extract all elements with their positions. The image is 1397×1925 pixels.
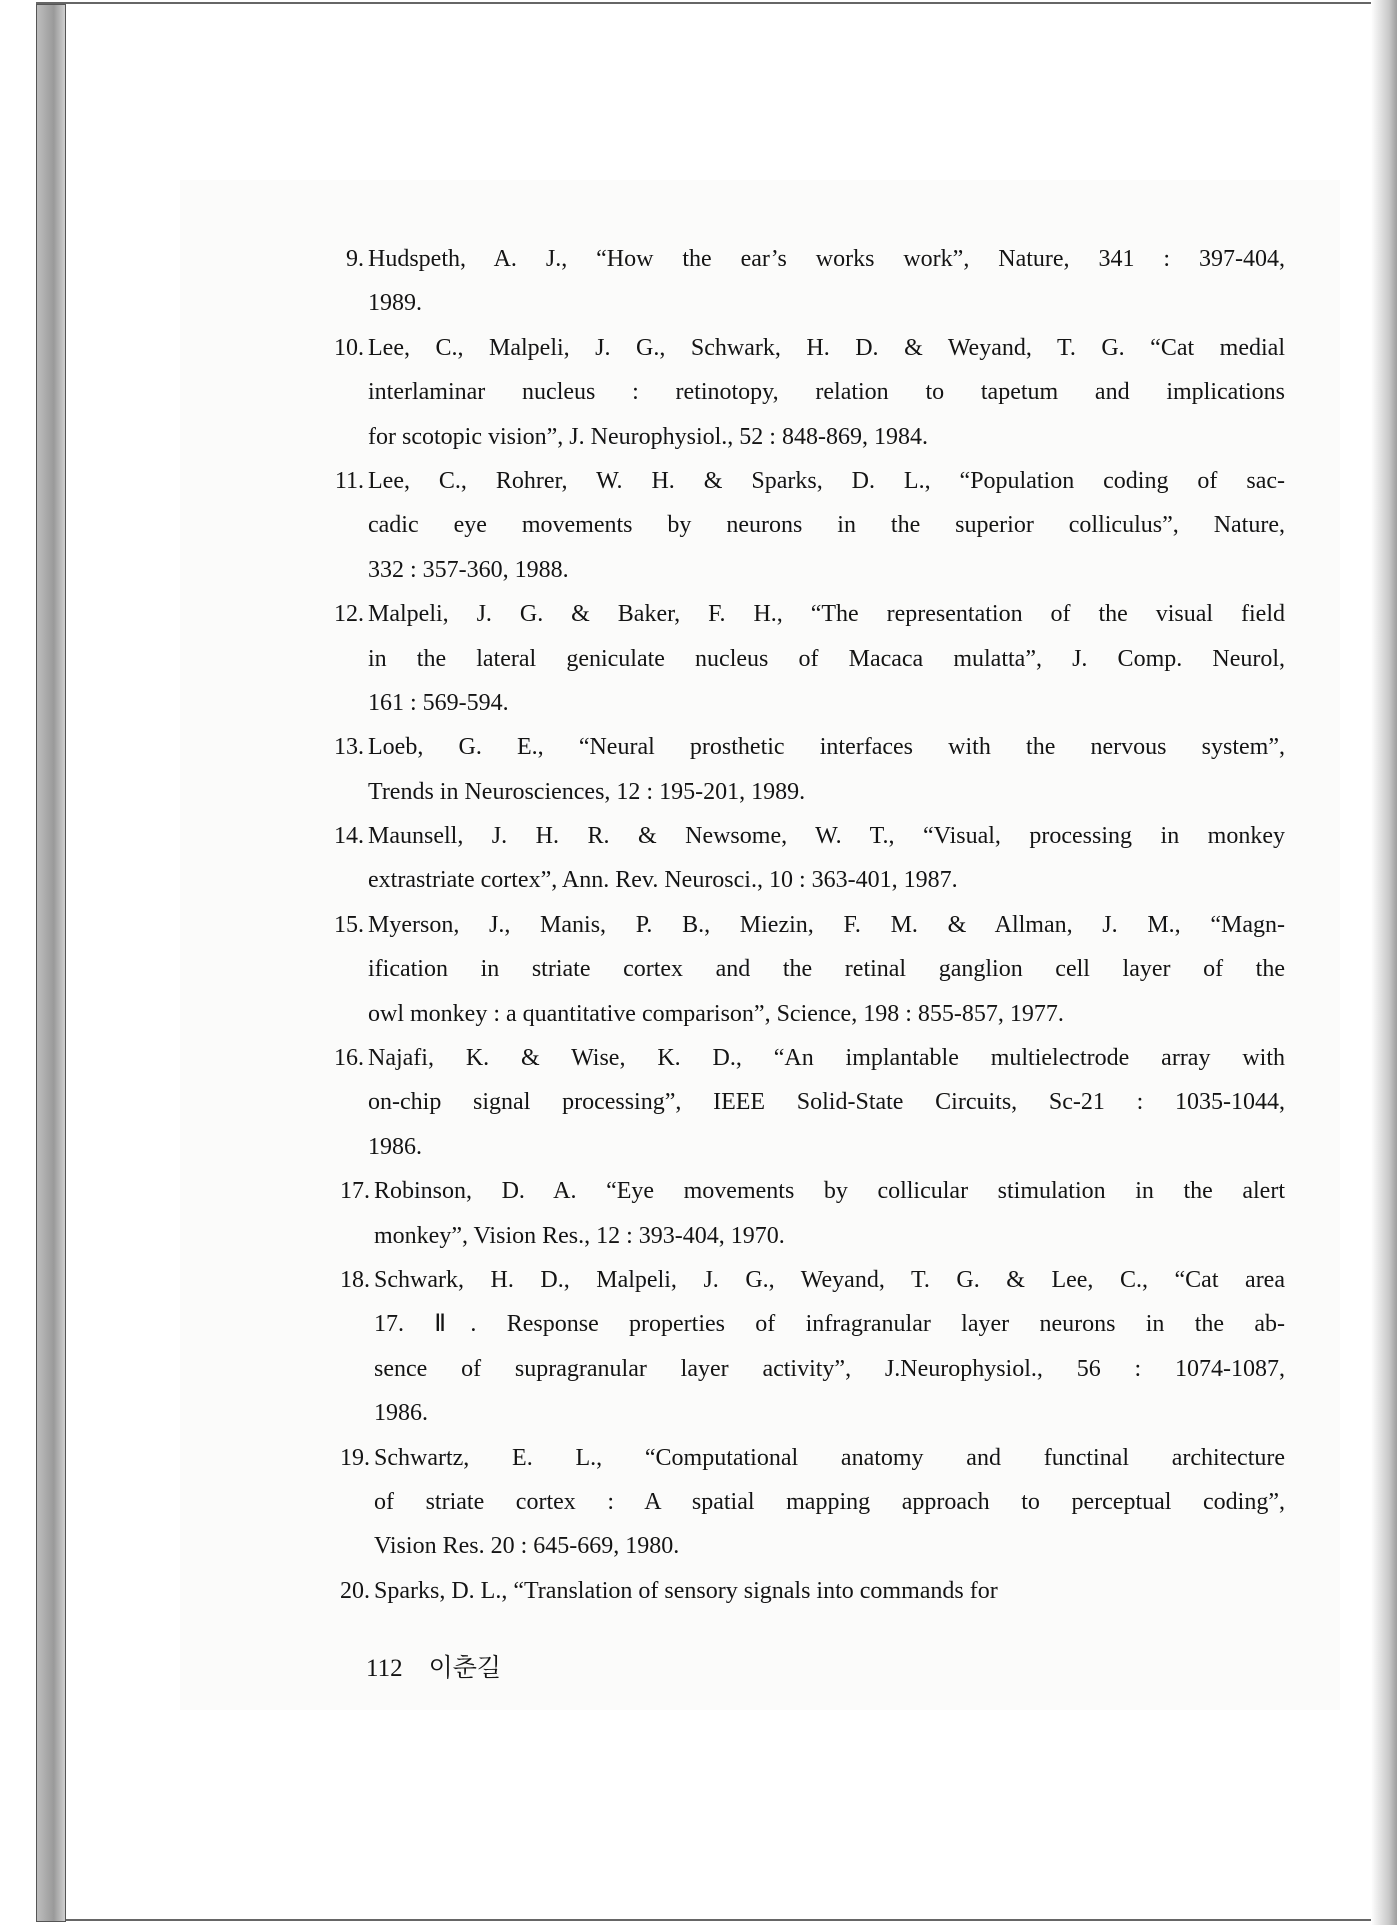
reference-line: Lee, C., Rohrer, W. H. & Sparks, D. L., “Population coding of sac-	[368, 467, 1285, 494]
reference-line: owl monkey : a quantitative comparison”, Science, 198 : 855-857, 1977.	[368, 1000, 1064, 1027]
reference-line: Najafi, K. & Wise, K. D., “An implantable multielectrode array with	[368, 1045, 1285, 1072]
reference-entry	[320, 1569, 1285, 1613]
reference-entry	[320, 1258, 1285, 1436]
reference-number: 18.	[340, 1266, 370, 1293]
reference-line: ification in striate cortex and the retinal ganglion cell layer of the	[368, 956, 1285, 983]
reference-entry	[320, 1169, 1285, 1258]
reference-line: interlaminar nucleus : retinotopy, relation to tapetum and implications	[368, 379, 1285, 406]
author-name: 이춘길	[428, 1655, 502, 1682]
page-edge-bottom	[36, 1919, 1376, 1921]
reference-number: 16.	[334, 1045, 364, 1072]
reference-number: 12.	[334, 601, 364, 628]
reference-entry	[320, 1436, 1285, 1569]
reference-number: 11.	[334, 467, 364, 494]
reference-line: sence of supragranular layer activity”, J.Neurophysiol., 56 : 1074-1087,	[374, 1355, 1285, 1382]
reference-line: Myerson, J., Manis, P. B., Miezin, F. M. & Allman, J. M., “Magn-	[368, 911, 1285, 938]
reference-line: Vision Res. 20 : 645-669, 1980.	[374, 1533, 680, 1560]
reference-line: 161 : 569-594.	[368, 689, 509, 716]
reference-number: 20.	[340, 1577, 370, 1604]
reference-entry	[320, 237, 1285, 326]
reference-line: 332 : 357-360, 1988.	[368, 556, 569, 583]
reference-line: Schwartz, E. L., “Computational anatomy and functinal architecture	[374, 1444, 1285, 1471]
reference-number: 10.	[334, 334, 364, 361]
reference-line: of striate cortex : A spatial mapping approach to perceptual coding”,	[374, 1488, 1285, 1515]
reference-line: 1986.	[374, 1400, 428, 1427]
reference-line: extrastriate cortex”, Ann. Rev. Neurosci., 10 : 363-401, 1987.	[368, 867, 958, 894]
reference-line: for scotopic vision”, J. Neurophysiol., 52 : 848-869, 1984.	[368, 423, 928, 450]
reference-number: 19.	[340, 1444, 370, 1471]
reference-line: in the lateral geniculate nucleus of Macaca mulatta”, J. Comp. Neurol,	[368, 645, 1285, 672]
page-number: 112	[366, 1655, 403, 1682]
reference-line: Loeb, G. E., “Neural prosthetic interfaces with the nervous system”,	[368, 734, 1285, 761]
reference-line: on-chip signal processing”, IEEE Solid-State Circuits, Sc-21 : 1035-1044,	[368, 1089, 1285, 1116]
reference-entry	[320, 814, 1285, 903]
reference-entry	[320, 326, 1285, 459]
reference-list	[320, 237, 1285, 1613]
reference-line: Lee, C., Malpeli, J. G., Schwark, H. D. & Weyand, T. G. “Cat medial	[368, 334, 1285, 361]
reference-line: Robinson, D. A. “Eye movements by collicular stimulation in the alert	[374, 1178, 1285, 1205]
reference-line: Sparks, D. L., “Translation of sensory signals into commands for	[374, 1577, 998, 1604]
reference-entry	[320, 592, 1285, 725]
reference-line: cadic eye movements by neurons in the superior colliculus”, Nature,	[368, 512, 1285, 539]
page-shadow	[1371, 0, 1397, 1925]
reference-number: 9.	[346, 246, 364, 272]
reference-line: 17. Ⅱ. Response properties of infragranular layer neurons in the ab-	[374, 1311, 1285, 1338]
binder-edge	[36, 4, 66, 1922]
page-edge-top	[36, 2, 1376, 4]
reference-line: Trends in Neurosciences, 12 : 195-201, 1989.	[368, 778, 806, 805]
reference-entry	[320, 1036, 1285, 1169]
reference-entry	[320, 725, 1285, 814]
reference-line: 1986.	[368, 1133, 422, 1160]
reference-line: Schwark, H. D., Malpeli, J. G., Weyand, T. G. & Lee, C., “Cat area	[374, 1266, 1285, 1293]
reference-number: 14.	[334, 823, 364, 850]
reference-line: Malpeli, J. G. & Baker, F. H., “The representation of the visual field	[368, 601, 1285, 628]
reference-entry	[320, 459, 1285, 592]
reference-line: Maunsell, J. H. R. & Newsome, W. T., “Visual, processing in monkey	[368, 823, 1285, 850]
reference-line: 1989.	[368, 290, 422, 317]
reference-number: 17.	[340, 1178, 370, 1205]
reference-line: monkey”, Vision Res., 12 : 393-404, 1970.	[374, 1222, 785, 1249]
reference-entry	[320, 903, 1285, 1036]
reference-line: Hudspeth, A. J., “How the ear’s works work”, Nature, 341 : 397-404,	[368, 246, 1285, 272]
reference-number: 15.	[334, 911, 364, 938]
page-footer	[366, 1648, 527, 1684]
reference-number: 13.	[334, 734, 364, 761]
